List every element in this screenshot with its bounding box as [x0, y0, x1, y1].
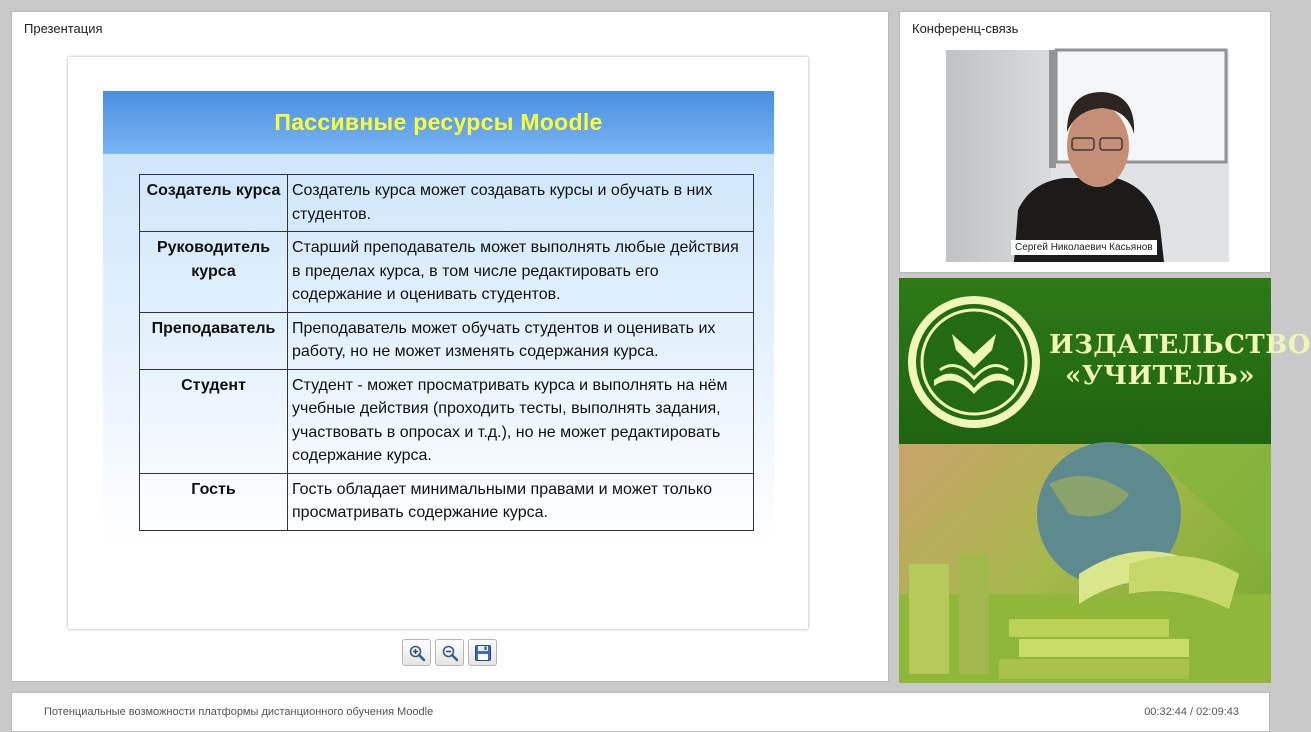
publisher-header: [899, 278, 1311, 444]
description-cell: Гость обладает минимальными правами и может только просматривать содержание курса.: [288, 473, 754, 530]
slide-header-banner: [103, 91, 774, 154]
table-row: [140, 473, 754, 530]
description-cell: Старший преподаватель может выполнять любые действия в пределах курса, в том числе редактировать его содержание и оценивать студентов.: [288, 232, 754, 313]
role-cell: Студент: [140, 369, 288, 473]
webinar-title: Потенциальные возможности платформы дистанционного обучения Moodle: [44, 706, 434, 718]
slide-toolbar: [402, 639, 497, 666]
conference-panel-title: Конференц-связь: [912, 21, 1019, 36]
save-button[interactable]: [468, 639, 497, 666]
speaker-video-frame: [946, 50, 1229, 262]
role-cell: Руководитель курса: [140, 232, 288, 313]
zoom-in-button[interactable]: [402, 639, 431, 666]
playback-time: 00:32:44 / 02:09:43: [1144, 706, 1239, 718]
slide-body: [103, 154, 774, 544]
conference-panel: [899, 11, 1271, 273]
publisher-banner: [899, 278, 1311, 683]
presentation-panel: [11, 11, 889, 682]
speaker-name-label: Сергей Николаевич Касьянов: [1011, 240, 1157, 255]
table-row: [140, 369, 754, 473]
speaker-video: [946, 50, 1229, 262]
description-cell: Создатель курса может создавать курсы и обучать в них студентов.: [288, 175, 754, 232]
table-row: [140, 232, 754, 313]
footer-bar: [11, 692, 1270, 732]
publisher-books-image: [899, 444, 1271, 683]
roles-table: [139, 174, 754, 531]
description-cell: Студент - может просматривать курса и выполнять на нём учебные действия (проходить тесты, выполнять задания, участвовать в опросах и т.д.), но не может редактировать содержание курса.: [288, 369, 754, 473]
publisher-name-line1: ИЗДАТЕЛЬСТВО: [1049, 330, 1311, 360]
books-and-globe-illustration: [899, 444, 1271, 683]
zoom-out-button[interactable]: [435, 639, 464, 666]
slide-title: Пассивные ресурсы Moodle: [274, 109, 603, 135]
description-cell: Преподаватель может обучать студентов и оценивать их работу, но не может изменять содержания курса.: [288, 312, 754, 369]
table-row: [140, 312, 754, 369]
publisher-name: [1049, 330, 1311, 392]
table-row: [140, 175, 754, 232]
zoom-in-icon: [408, 644, 426, 662]
zoom-out-icon: [441, 644, 459, 662]
role-cell: Гость: [140, 473, 288, 530]
publisher-logo-icon: [904, 292, 1044, 432]
slide: [68, 57, 808, 629]
role-cell: Преподаватель: [140, 312, 288, 369]
publisher-name-line2: «УЧИТЕЛЬ»: [1064, 361, 1256, 391]
floppy-disk-icon: [474, 644, 492, 662]
presentation-panel-title: Презентация: [24, 21, 103, 36]
role-cell: Создатель курса: [140, 175, 288, 232]
